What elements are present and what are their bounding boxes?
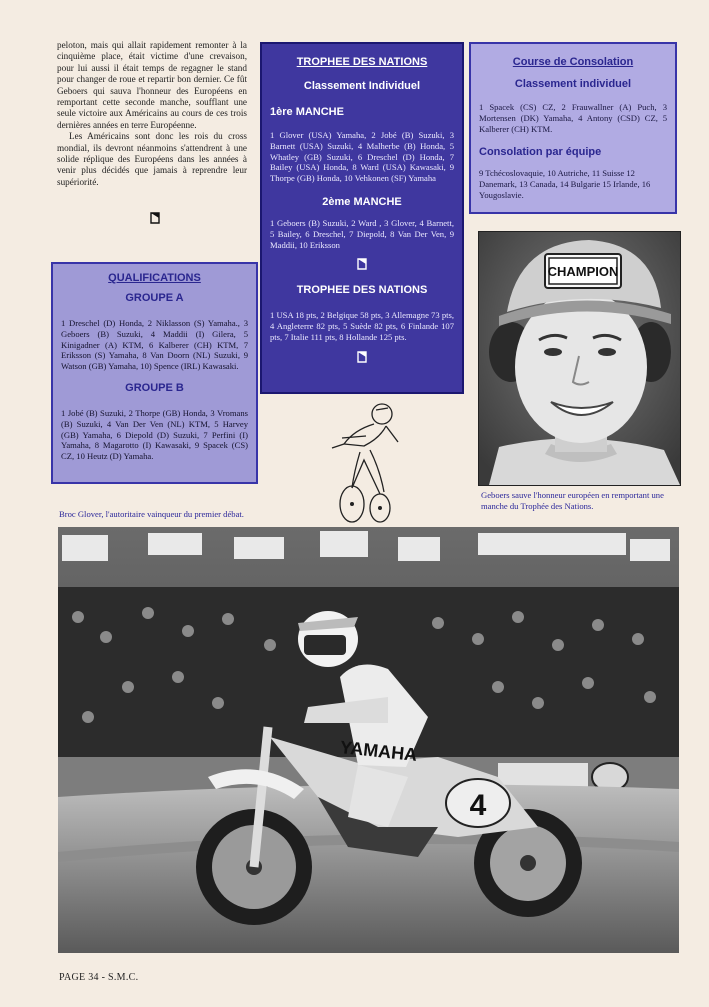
qualifications-box [51, 262, 258, 484]
cap-brand-text: CHAMPION [547, 264, 619, 279]
end-mark-icon [357, 351, 367, 363]
nations-results: 1 USA 18 pts, 2 Belgique 58 pts, 3 Allemagne 73 pts, 4 Angleterre 82 pts, 5 Suède 82 pts, 6 Finlande 107 pts, 7 Italie 111 pts, 8 Hollande 125 pts. [270, 310, 454, 342]
race-number-text: 4 [469, 789, 487, 822]
bike-brand-text: YAMAHA [339, 737, 419, 766]
consolation-box [469, 42, 677, 214]
end-mark-icon [357, 258, 367, 270]
consolation-title: Course de Consolation [512, 56, 634, 68]
trophee-title: TROPHEE DES NATIONS [296, 56, 428, 68]
race-photo [58, 527, 679, 953]
consolation-individual-title: Classement individuel [514, 78, 632, 90]
manche1-results: 1 Glover (USA) Yamaha, 2 Jobé (B) Suzuki, 3 Barnett (USA) Suzuki, 4 Malherbe (B) Honda, 5 Whatley (GB) Suzuki, 6 Dreschel (D) Honda, 7 Bailey (USA) Honda, 8 Ward (USA) Kawasaki, 9 Thorpe (GB) Honda, 10 Vehkonen (SF) Yamaha [270, 130, 454, 184]
qualifications-title: QUALIFICATIONS [108, 272, 201, 284]
group-a-results: 1 Dreschel (D) Honda, 2 Niklasson (S) Yamaha., 3 Geboers (B) Suzuki, 4 Maddii (I) Gilera, 5 Kinigadner (A) KTM, 6 Kalberer (CH) KTM, 7 Eriksson (S) Yamaha, 8 Van Doorn (NL) Suzuki, 9 Watson (GB) Yamaha, 10) Spence (IRL) Kawasaki. [61, 318, 248, 372]
article-text [57, 40, 247, 188]
manche2-results: 1 Geboers (B) Suzuki, 2 Ward , 3 Glover, 4 Barnett, 5 Bailey, 6 Dreschel, 7 Diepold, 8 Van Der Ven, 9 Maddii, 10 Eriksson [270, 217, 454, 250]
manche2-title: 2ème MANCHE [322, 195, 402, 208]
rider-drawing-illustration [324, 396, 406, 524]
classement-individuel-title: Classement Individuel [303, 80, 421, 92]
trophee-box [260, 42, 464, 394]
nations-title: TROPHEE DES NATIONS [296, 284, 428, 297]
page-footer: PAGE 34 - S.M.C. [59, 972, 139, 983]
geboers-caption: Geboers sauve l'honneur européen en remportant une manche du Trophée des Nations. [481, 490, 664, 511]
end-mark-icon [150, 212, 160, 224]
consolation-individual-results: 1 Spacek (CS) CZ, 2 Frauwallner (A) Puch, 3 Mortensen (DK) Yamaha, 4 Antony (CSD) CZ, 5 Kalberer (CH) KTM. [479, 102, 667, 134]
glover-caption: Broc Glover, l'autoritaire vainqueur du premier débat. [59, 509, 244, 519]
group-b-results: 1 Jobé (B) Suzuki, 2 Thorpe (GB) Honda, 3 Vromans (B) Suzuki, 4 Van Der Ven (NL) KTM, 5 Harvey (GB) Yamaha, 6 Diepold (D) Suzuki, 7 Perfini (I) Yamaha, 8 Magarotto (I) Kawasaki, 9 Spacek (CS) CZ, 10 Heutz (D) Yamaha. [61, 407, 248, 462]
geboers-portrait-photo [478, 231, 681, 486]
consolation-team-title: Consolation par équipe [479, 146, 602, 159]
group-a-title: GROUPE A [125, 292, 184, 304]
consolation-team-results: 9 Tchécoslovaquie, 10 Autriche, 11 Suisse 12 Danemark, 13 Canada, 14 Bulgarie 15 Irlande, 16 Yougoslavie. [479, 168, 651, 200]
manche1-title: 1ère MANCHE [270, 106, 344, 118]
article-paragraph-2: Les Américains sont donc les rois du cross mondial, ils devront néanmoins s'attendrent à une solide réplique des Européens dans les années à venir plus décidés que jamais à reprendre leur supériorité. [57, 131, 247, 187]
article-paragraph-1: peloton, mais qui allait rapidement remonter à la cinquième place, était victime d'une crevaison, pour lui aussi il était temps de regagner le stand pour changer de roue et repartir bon dernier. Ce fût Geboers qui sauva l'honneur des Européens en remportant cette seconde manche, soufflant une seule victoire aux Américains au cours de ces trois dernières années en terre Européenne. [57, 40, 247, 130]
group-b-title: GROUPE B [125, 381, 184, 394]
